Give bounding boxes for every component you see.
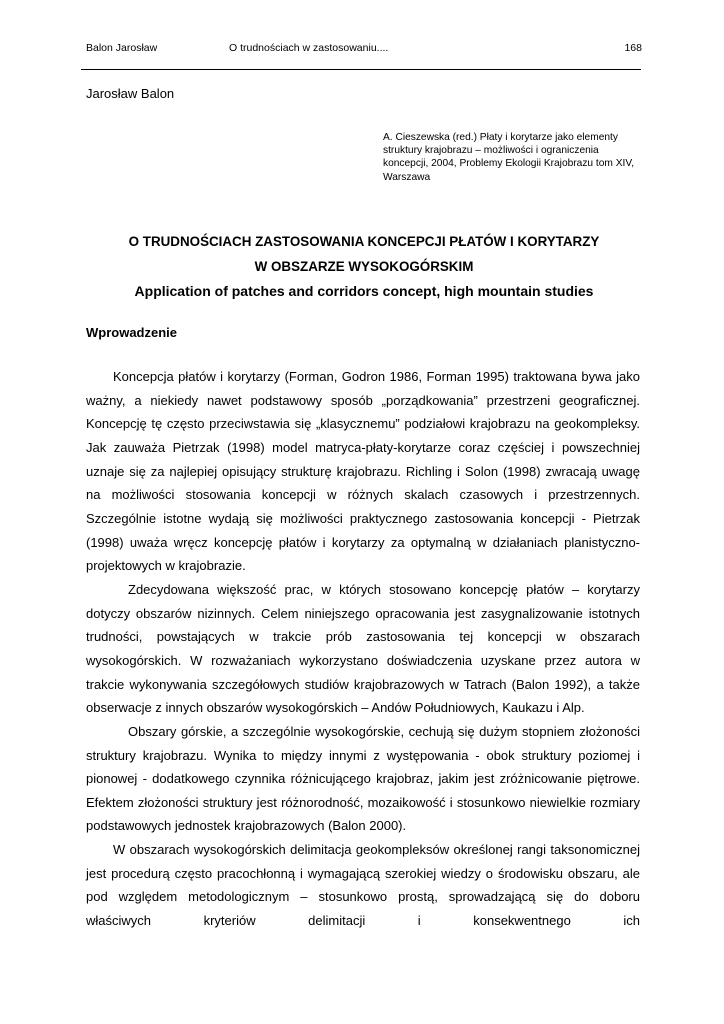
title-pl-line2: W OBSZARZE WYSOKOGÓRSKIM [254, 259, 474, 274]
header-title: O trudnościach w zastosowaniu.... [229, 42, 389, 54]
running-header [86, 42, 642, 58]
paragraph: Zdecydowana większość prac, w których stosowano koncepcję płatów – korytarzy dotyczy obszarów nizinnych. Celem niniejszego opracowania jest zasygnalizowanie istotnych trudności, powstających w trakcie prób zastosowania tej koncepcji w obszarach wysokogórskich. W rozważaniach wykorzystano doświadczenia uzyskane przez autora w trakcie wykonywania szczegółowych studiów krajobrazowych w Tatrach (Balon 1992), a także obserwacje z innych obszarów wysokogórskich – Andów Południowych, Kaukazu i Alp. [86, 581, 640, 716]
header-rule [81, 69, 641, 70]
title-en: Application of patches and corridors concept, high mountain studies [134, 283, 594, 299]
header-author: Balon Jarosław [86, 42, 158, 54]
article-title [86, 229, 642, 304]
body-text [86, 365, 640, 933]
title-pl-line1: O TRUDNOŚCIACH ZASTOSOWANIA KONCEPCJI PŁATÓW I KORYTARZY [128, 234, 600, 249]
paragraph: Obszary górskie, a szczególnie wysokogórskie, cechują się dużym stopniem złożoności struktury krajobrazu. Wynika to między innymi z występowania - obok struktury poziomej i pionowej - dodatkowego czynnika różnicującego krajobraz, jakim jest zróżnicowanie piętrowe. Efektem złożoności struktury jest różnorodność, mozaikowość i stosunkowo niewielkie rozmiary podstawowych jednostek krajobrazowych (Balon 2000). [86, 723, 640, 834]
source-citation: A. Cieszewska (red.) Płaty i korytarze jako elementy struktury krajobrazu – możliwości i ograniczenia koncepcji, 2004, Problemy Ekologii Krajobrazu tom XIV, Warszawa [383, 132, 635, 183]
section-heading: Wprowadzenie [86, 325, 178, 340]
article-author: Jarosław Balon [86, 86, 175, 101]
paragraph: Koncepcja płatów i korytarzy (Forman, Godron 1986, Forman 1995) traktowana bywa jako ważny, a niekiedy nawet podstawowy sposób „porządkowania” przestrzeni geograficznej. Koncepcję tę często przeciwstawia się „klasycznemu” podziałowi krajobrazu na geokompleksy. Jak zauważa Pietrzak (1998) model matryca-płaty-korytarze coraz częściej i powszechniej uznaje się za najlepiej opisujący strukturę krajobrazu. Richling i Solon (1998) zwracają uwagę na możliwości stosowania koncepcji w różnych skalach czasowych i przestrzennych. Szczególnie istotne wydają się możliwości praktycznego zastosowania koncepcji - Pietrzak (1998) uważa wręcz koncepcję płatów i korytarzy za optymalną w działaniach planistyczno-projektowych w krajobrazie. [86, 369, 640, 574]
paragraph: W obszarach wysokogórskich delimitacja geokompleksów określonej rangi taksonomicznej jest procedurą często pracochłonną i wymagającą szerokiej wiedzy o środowisku obszaru, ale pod względem metodologicznym – stosunkowo prostą, sprowadzającą się do doboru właściwych kryteriów delimitacji i konsekwentnego ich [86, 842, 640, 929]
page-number: 168 [624, 42, 642, 54]
